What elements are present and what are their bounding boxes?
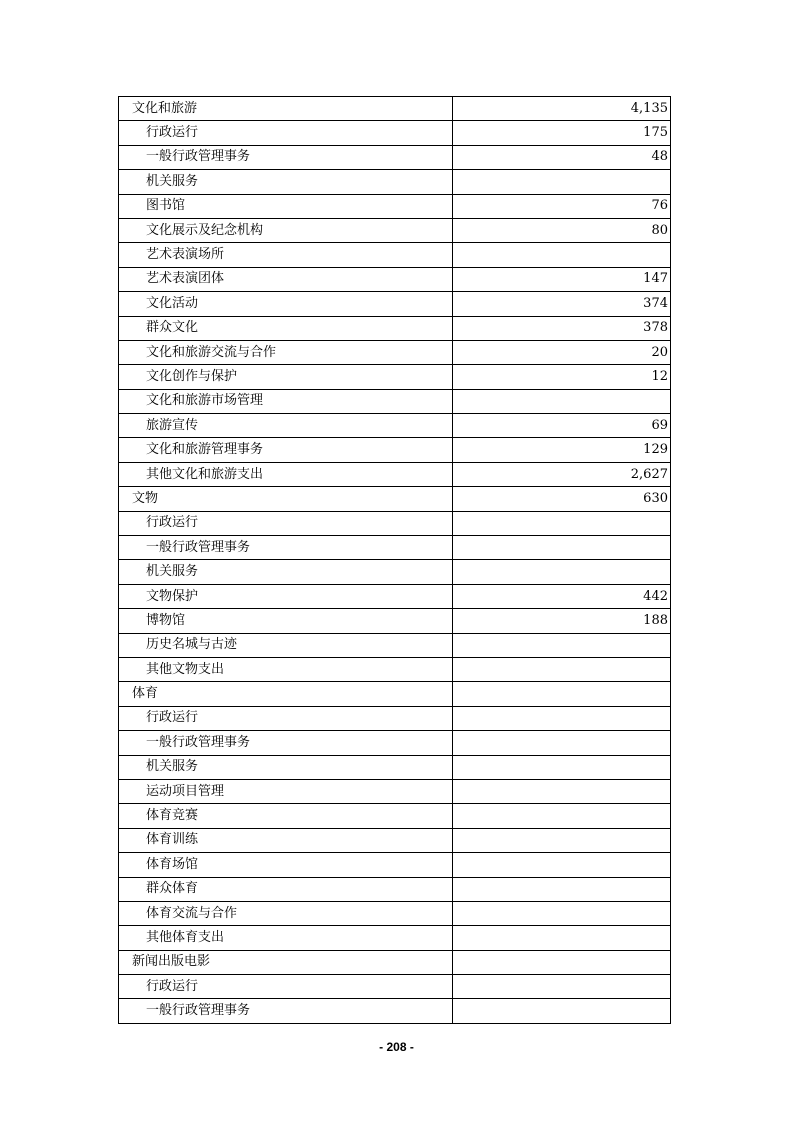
row-label: 历史名城与古迹 [119, 633, 453, 657]
table-row [119, 877, 671, 901]
row-label: 一般行政管理事务 [119, 145, 453, 169]
row-label: 体育竞赛 [119, 804, 453, 828]
table-row [119, 170, 671, 194]
row-amount: 80 [453, 218, 671, 242]
row-label: 一般行政管理事务 [119, 536, 453, 560]
table-row [119, 657, 671, 681]
row-amount [453, 804, 671, 828]
budget-table-body [119, 97, 671, 1024]
row-amount [453, 536, 671, 560]
row-amount [453, 170, 671, 194]
row-label: 行政运行 [119, 975, 453, 999]
row-label: 群众文化 [119, 316, 453, 340]
row-amount: 175 [453, 121, 671, 145]
row-amount [453, 926, 671, 950]
row-amount [453, 877, 671, 901]
row-label: 行政运行 [119, 511, 453, 535]
row-amount: 76 [453, 194, 671, 218]
table-row [119, 145, 671, 169]
table-row [119, 365, 671, 389]
row-amount [453, 389, 671, 413]
row-amount: 2,627 [453, 462, 671, 486]
row-label: 机关服务 [119, 560, 453, 584]
row-label: 行政运行 [119, 121, 453, 145]
table-row [119, 340, 671, 364]
row-label: 其他文化和旅游支出 [119, 462, 453, 486]
row-amount: 147 [453, 267, 671, 291]
table-row [119, 584, 671, 608]
table-row [119, 218, 671, 242]
row-label: 文化和旅游 [119, 97, 453, 121]
table-row [119, 511, 671, 535]
row-amount [453, 706, 671, 730]
row-label: 文物 [119, 487, 453, 511]
row-amount [453, 682, 671, 706]
row-label: 一般行政管理事务 [119, 731, 453, 755]
row-label: 其他文物支出 [119, 657, 453, 681]
row-label: 体育训练 [119, 828, 453, 852]
row-label: 新闻出版电影 [119, 950, 453, 974]
row-amount [453, 999, 671, 1023]
row-label: 文化展示及纪念机构 [119, 218, 453, 242]
row-label: 机关服务 [119, 170, 453, 194]
row-amount: 630 [453, 487, 671, 511]
row-label: 文化和旅游市场管理 [119, 389, 453, 413]
table-row [119, 779, 671, 803]
table-row [119, 414, 671, 438]
row-label: 其他体育支出 [119, 926, 453, 950]
budget-table [118, 96, 671, 1024]
row-label: 体育场馆 [119, 853, 453, 877]
row-amount [453, 950, 671, 974]
category-row [119, 950, 671, 974]
row-amount [453, 828, 671, 852]
row-label: 图书馆 [119, 194, 453, 218]
row-label: 文化创作与保护 [119, 365, 453, 389]
row-label: 文物保护 [119, 584, 453, 608]
category-row [119, 97, 671, 121]
table-row [119, 316, 671, 340]
row-label: 体育交流与合作 [119, 901, 453, 925]
table-row [119, 462, 671, 486]
row-amount [453, 511, 671, 535]
table-row [119, 389, 671, 413]
row-label: 一般行政管理事务 [119, 999, 453, 1023]
category-row [119, 487, 671, 511]
table-row [119, 243, 671, 267]
row-label: 旅游宣传 [119, 414, 453, 438]
table-row [119, 292, 671, 316]
table-row [119, 853, 671, 877]
row-amount [453, 657, 671, 681]
row-label: 群众体育 [119, 877, 453, 901]
table-row [119, 828, 671, 852]
row-amount [453, 853, 671, 877]
table-row [119, 609, 671, 633]
row-label: 文化和旅游交流与合作 [119, 340, 453, 364]
row-amount [453, 243, 671, 267]
table-row [119, 731, 671, 755]
row-amount [453, 975, 671, 999]
category-row [119, 682, 671, 706]
row-amount [453, 755, 671, 779]
row-amount: 12 [453, 365, 671, 389]
table-row [119, 536, 671, 560]
table-row [119, 975, 671, 999]
row-label: 文化和旅游管理事务 [119, 438, 453, 462]
table-row [119, 755, 671, 779]
table-row [119, 706, 671, 730]
row-label: 博物馆 [119, 609, 453, 633]
row-label: 文化活动 [119, 292, 453, 316]
table-row [119, 999, 671, 1023]
row-amount: 20 [453, 340, 671, 364]
row-amount [453, 779, 671, 803]
row-amount: 188 [453, 609, 671, 633]
row-amount: 374 [453, 292, 671, 316]
table-row [119, 560, 671, 584]
table-row [119, 267, 671, 291]
table-row [119, 804, 671, 828]
row-amount [453, 633, 671, 657]
table-row [119, 901, 671, 925]
row-label: 机关服务 [119, 755, 453, 779]
row-label: 艺术表演场所 [119, 243, 453, 267]
row-label: 运动项目管理 [119, 779, 453, 803]
table-row [119, 121, 671, 145]
row-amount [453, 731, 671, 755]
table-row [119, 194, 671, 218]
row-amount: 442 [453, 584, 671, 608]
row-label: 体育 [119, 682, 453, 706]
table-row [119, 926, 671, 950]
row-amount: 129 [453, 438, 671, 462]
row-amount: 4,135 [453, 97, 671, 121]
row-amount: 69 [453, 414, 671, 438]
row-label: 行政运行 [119, 706, 453, 730]
table-row [119, 438, 671, 462]
row-label: 艺术表演团体 [119, 267, 453, 291]
table-row [119, 633, 671, 657]
row-amount: 48 [453, 145, 671, 169]
row-amount [453, 901, 671, 925]
row-amount: 378 [453, 316, 671, 340]
row-amount [453, 560, 671, 584]
page-number: - 208 - [379, 1040, 414, 1054]
